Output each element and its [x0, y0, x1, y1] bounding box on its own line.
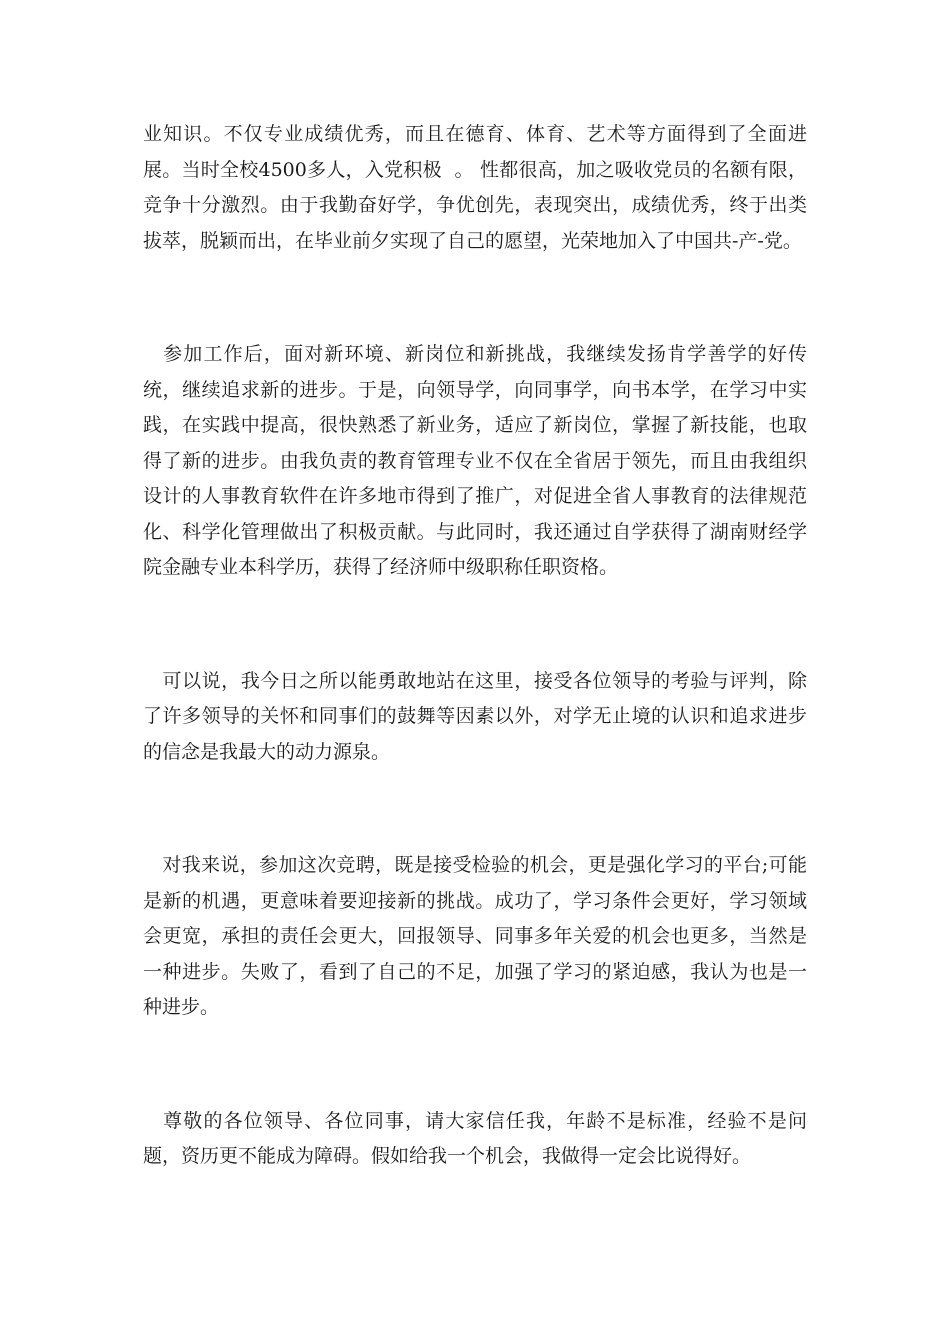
- paragraph-4: 对我来说，参加这次竞聘，既是接受检验的机会，更是强化学习的平台;可能是新的机遇，更意味着要迎接新的挑战。成功了，学习条件会更好，学习领域会更宽，承担的责任会更大，回报领导、同事多年关爱的机会也更多，当然是一种进步。失败了，看到了自己的不足，加强了学习的紧迫感，我认为也是一种进步。: [143, 854, 807, 1018]
- paragraph-2: 参加工作后，面对新环境、新岗位和新挑战，我继续发扬肯学善学的好传统，继续追求新的进步。于是，向领导学，向同事学，向书本学，在学习中实践，在实践中提高，很快熟悉了新业务，适应了新岗位，掌握了新技能，也取得了新的进步。由我负责的教育管理专业不仅在全省居于领先，而且由我组织设计的人事教育软件在许多地市得到了推广，对促进全省人事教育的法律规范化、科学化管理做出了积极贡献。与此同时，我还通过自学获得了湖南财经学院金融专业本科学历，获得了经济师中级职称任职资格。: [143, 343, 807, 578]
- paragraph-1: 业知识。不仅专业成绩优秀，而且在德育、体育、艺术等方面得到了全面进展。当时全校4500多人，入党积极 。 性都很高，加之吸收党员的名额有限，竞争十分激烈。由于我勤奋好学，争优创先，表现突出，成绩优秀，终于出类拔萃，脱颖而出，在毕业前夕实现了自己的愿望，光荣地加入了中国共-产-党。: [143, 123, 807, 252]
- paragraph-3: 可以说，我今日之所以能勇敢地站在这里，接受各位领导的考验与评判，除了许多领导的关怀和同事们的鼓舞等因素以外，对学无止境的认识和追求进步的信念是我最大的动力源泉。: [143, 669, 807, 763]
- paragraph-5: 尊敬的各位领导、各位同事，请大家信任我，年龄不是标准，经验不是问题，资历更不能成为障碍。假如给我一个机会，我做得一定会比说得好。: [143, 1109, 807, 1167]
- document-body: [143, 117, 807, 1175]
